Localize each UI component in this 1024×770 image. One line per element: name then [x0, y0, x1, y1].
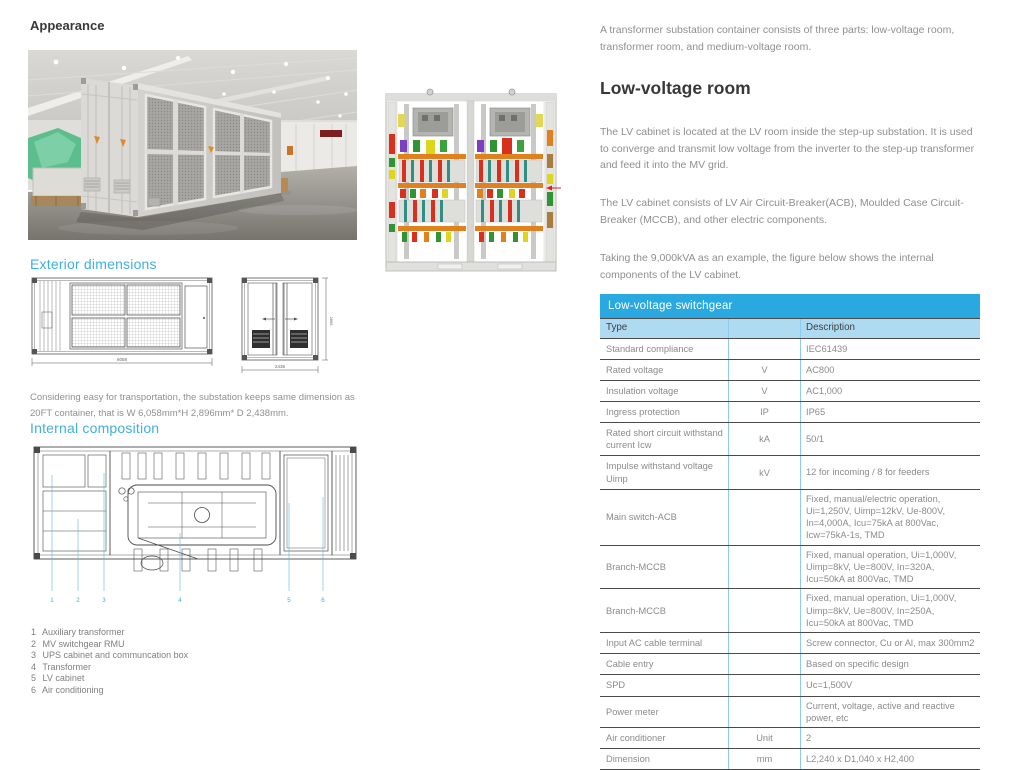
column-header-unit [728, 319, 800, 338]
cell-type: Standard compliance [606, 344, 694, 354]
table-row [600, 728, 980, 749]
legend-number: 1 [31, 627, 37, 637]
legend-label: Auxiliary transformer [42, 627, 125, 637]
exterior-drawings [30, 274, 360, 382]
table-row [600, 490, 980, 546]
cell-type: Main switch-ACB [606, 512, 677, 523]
cell-description: 50/1 [800, 423, 980, 455]
lv-switchgear-table [600, 294, 980, 770]
cell-description: IP65 [800, 402, 980, 422]
table-row [600, 546, 980, 590]
component-legend [31, 627, 188, 697]
cell-description: Fixed, manual operation, Ui=1,000V, Uimp=8kV, Ue=800V, In=320A, Icu=50kA at 800Vac, TMD [800, 546, 980, 589]
lv-cabinet-figure [380, 84, 562, 280]
legend-number: 3 [31, 650, 37, 661]
side-view-drawing [32, 278, 212, 366]
dim-label-height: 2896 [329, 316, 334, 326]
cell-unit [728, 697, 800, 728]
cell-unit [728, 675, 800, 695]
legend-item [31, 673, 188, 685]
table-row [600, 456, 980, 489]
callout-5: 5 [287, 597, 291, 604]
callout-1: 1 [50, 597, 54, 604]
cell-unit: kV [728, 456, 800, 488]
cell-unit: V [728, 381, 800, 401]
transport-note: Considering easy for transportation, the substation keeps same dimension as 20FT container, that is W 6,058mm*H 2,896mm* D 2,438mm. [30, 392, 355, 419]
table-row [600, 675, 980, 696]
column-header-description: Description [800, 319, 980, 338]
table-row [600, 697, 980, 729]
cell-unit: IP [728, 402, 800, 422]
exterior-dimensions-heading: Exterior dimensions [30, 256, 157, 272]
cell-description: Fixed, manual/electric operation, Ui=1,250V, Uimp=12kV, Ue-800V, In=4,000A, Icu=75kA at 800Vac, Icw=75kA-1s, TMD [800, 490, 980, 545]
cell-type: Branch-MCCB [606, 562, 666, 573]
intro-paragraph: A transformer substation container consists of three parts: low-voltage room, transformer room, and medium-voltage room. [600, 24, 955, 53]
table-title: Low-voltage switchgear [600, 294, 980, 318]
cell-description: Based on specific design [800, 654, 980, 674]
cell-type: Branch-MCCB [606, 605, 666, 616]
cell-description: Screw connector, Cu or Al, max 300mm2 [800, 633, 980, 653]
table-row [600, 402, 980, 423]
table-row [600, 339, 980, 360]
cell-unit: kA [728, 423, 800, 455]
legend-label: MV switchgear RMU [42, 638, 125, 649]
cell-description: IEC61439 [800, 339, 980, 359]
cell-unit [728, 490, 800, 545]
cell-unit [728, 546, 800, 589]
cabinet-bay [397, 101, 467, 262]
legend-label: Air conditioning [42, 684, 104, 695]
legend-item [31, 662, 188, 674]
container-photo [28, 50, 357, 240]
lv-components-paragraph: The LV cabinet consists of LV Air Circuit-Breaker(ACB), Moulded Case Circuit-Breaker (MCCB), and other electric components. [600, 197, 964, 226]
cell-description: AC800 [800, 360, 980, 380]
legend-number: 4 [31, 661, 37, 672]
legend-item [31, 639, 188, 651]
cell-type: Power meter [606, 706, 659, 717]
red-sign [320, 130, 342, 137]
callout-4: 4 [178, 597, 182, 604]
cell-type: Input AC cable terminal [606, 638, 703, 649]
legend-number: 6 [31, 684, 37, 695]
table-row [600, 589, 980, 633]
callout-6: 6 [321, 597, 325, 604]
cell-unit [728, 633, 800, 653]
cell-type: Ingress protection [606, 407, 680, 418]
end-view-drawing [242, 278, 334, 373]
cell-unit [728, 339, 800, 359]
legend-label: LV cabinet [42, 673, 85, 684]
table-row [600, 633, 980, 654]
legend-item [31, 685, 188, 697]
table-header-row [600, 318, 980, 339]
cell-unit [728, 654, 800, 674]
cell-type: SPD [606, 680, 626, 691]
cell-description: Current, voltage, active and reactive power, etc [800, 697, 980, 728]
table-row [600, 381, 980, 402]
cell-description: L2,240 x D1,040 x H2,400 [800, 749, 980, 769]
cell-description: Fixed, manual operation, Ui=1,000V, Uimp=8kV, Ue=800V, In=250A, Icu=50kA at 800Vac, TMD [800, 589, 980, 632]
cell-description: AC1,000 [800, 381, 980, 401]
cell-type: Air conditioner [606, 733, 666, 744]
column-header-type: Type [606, 322, 628, 334]
internal-composition-drawing [30, 441, 362, 613]
dim-label-depth: 2438 [274, 364, 286, 369]
cell-type: Cable entry [606, 659, 654, 670]
callout-3: 3 [102, 597, 106, 604]
legend-label: Transformer [42, 661, 92, 672]
legend-item [31, 650, 188, 662]
cell-type: Rated voltage [606, 365, 664, 376]
cell-unit: Unit [728, 728, 800, 748]
callout-2: 2 [76, 597, 80, 604]
table-row [600, 360, 980, 381]
callout-numbers [50, 597, 325, 604]
spec-table-body [600, 339, 980, 770]
legend-number: 2 [31, 638, 37, 649]
cell-unit [728, 589, 800, 632]
lv-example-paragraph: Taking the 9,000kVA as an example, the figure below shows the internal components of the LV cabinet. [600, 252, 934, 281]
cell-description: 2 [800, 728, 980, 748]
low-voltage-room-heading: Low-voltage room [600, 78, 751, 98]
internal-composition-heading: Internal composition [30, 420, 160, 436]
lv-location-paragraph: The LV cabinet is located at the LV room inside the step-up substation. It is used to converge and transmit low voltage from the inverter to the step-up transformer and feed it into the MV grid. [600, 126, 975, 171]
table-row [600, 749, 980, 770]
cell-description: Uc=1,500V [800, 675, 980, 695]
cell-unit: mm [728, 749, 800, 769]
legend-number: 5 [31, 673, 37, 684]
appearance-heading: Appearance [30, 18, 105, 33]
cell-type: Rated short circuit withstand current Icw [606, 428, 723, 451]
cabinet-bay [474, 101, 544, 262]
cell-unit: V [728, 360, 800, 380]
legend-item [31, 627, 188, 639]
cell-description: 12 for incoming / 8 for feeders [800, 456, 980, 488]
table-row [600, 423, 980, 456]
cell-type: Impulse withstand voltage Uimp [606, 461, 713, 484]
cell-type: Insulation voltage [606, 386, 679, 397]
cell-type: Dimension [606, 754, 650, 765]
container-photo-art [28, 50, 357, 240]
legend-label: UPS cabinet and communcation box [42, 650, 189, 661]
table-row [600, 654, 980, 675]
dim-label-width: 6058 [116, 357, 128, 362]
